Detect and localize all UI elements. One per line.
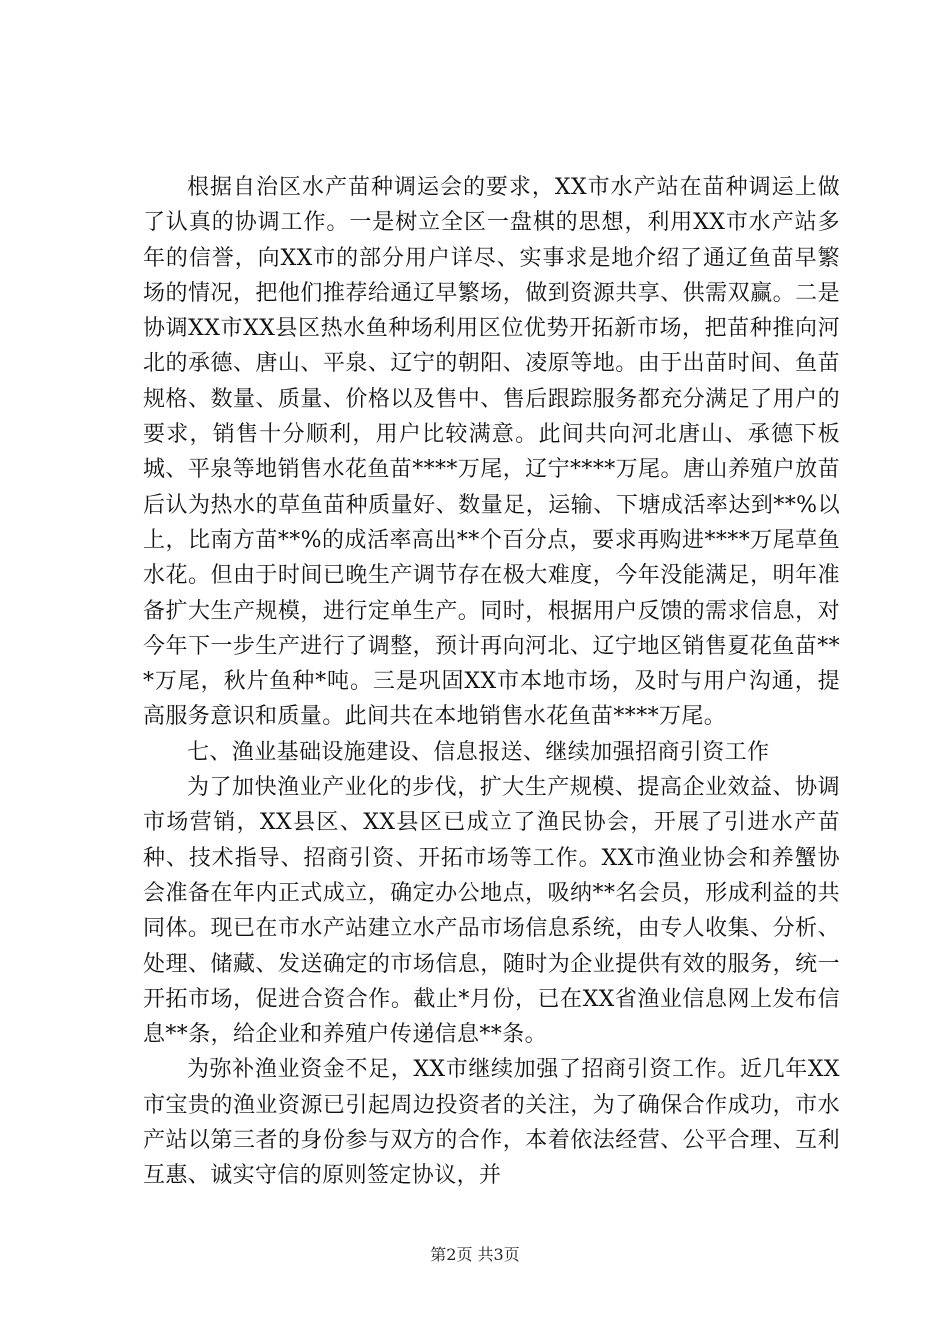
paragraph-fishery-association: 为了加快渔业产业化的步伐，扩大生产规模、提高企业效益、协调市场营销，XX县区、XX县区已成立了渔民协会，开展了引进水产苗种、技术指导、招商引资、开拓市场等工作。XX市渔业协会和养蟹协会准备在年内正式成立，确定办公地点，吸纳**名会员，形成利益的共同体。现已在市水产站建立水产品市场信息系统，由专人收集、分析、处理、储藏、发送确定的市场信息，随时为企业提供有效的服务，统一开拓市场，促进合资合作。截止*月份，已在XX省渔业信息网上发布信息**条，给企业和养殖户传递信息**条。	[143, 775, 840, 1048]
document-body	[143, 170, 840, 1194]
page-number-footer: 第2页 共3页	[430, 1245, 520, 1264]
paragraph-seedling-transport: 根据自治区水产苗种调运会的要求，XX市水产站在苗种调运上做了认真的协调工作。一是树立全区一盘棋的思想，利用XX市水产站多年的信誉，向XX市的部分用户详尽、实事求是地介绍了通辽鱼苗早繁场的情况，把他们推荐给通辽早繁场，做到资源共享、供需双赢。二是协调XX市XX县区热水鱼种场利用区位优势开拓新市场，把苗种推向河北的承德、唐山、平泉、辽宁的朝阳、凌原等地。由于出苗时间、鱼苗规格、数量、质量、价格以及售中、售后跟踪服务都充分满足了用户的要求，销售十分顺利，用户比较满意。此间共向河北唐山、承德下板城、平泉等地销售水花鱼苗****万尾，辽宁****万尾。唐山养殖户放苗后认为热水的草鱼苗种质量好、数量足，运输、下塘成活率达到**%以上，比南方苗**%的成活率高出**个百分点，要求再购进****万尾草鱼水花。但由于时间已晚生产调节存在极大难度，今年没能满足，明年准备扩大生产规模，进行定单生产。同时，根据用户反馈的需求信息，对今年下一步生产进行了调整，预计再向河北、辽宁地区销售夏花鱼苗***万尾，秋片鱼种*吨。三是巩固XX市本地市场，及时与用户沟通，提高服务意识和质量。此间共在本地销售水花鱼苗****万尾。	[143, 175, 840, 730]
paragraph-investment-attraction: 为弥补渔业资金不足，XX市继续加强了招商引资工作。近几年XX市宝贵的渔业资源已引起周边投资者的关注，为了确保合作成功，市水产站以第三者的身份参与双方的合作，本着依法经营、公平合理、互利互惠、诚实守信的原则签定协议，并	[143, 1057, 840, 1189]
section-heading-seven: 七、渔业基础设施建设、信息报送、继续加强招商引资工作	[187, 739, 770, 765]
